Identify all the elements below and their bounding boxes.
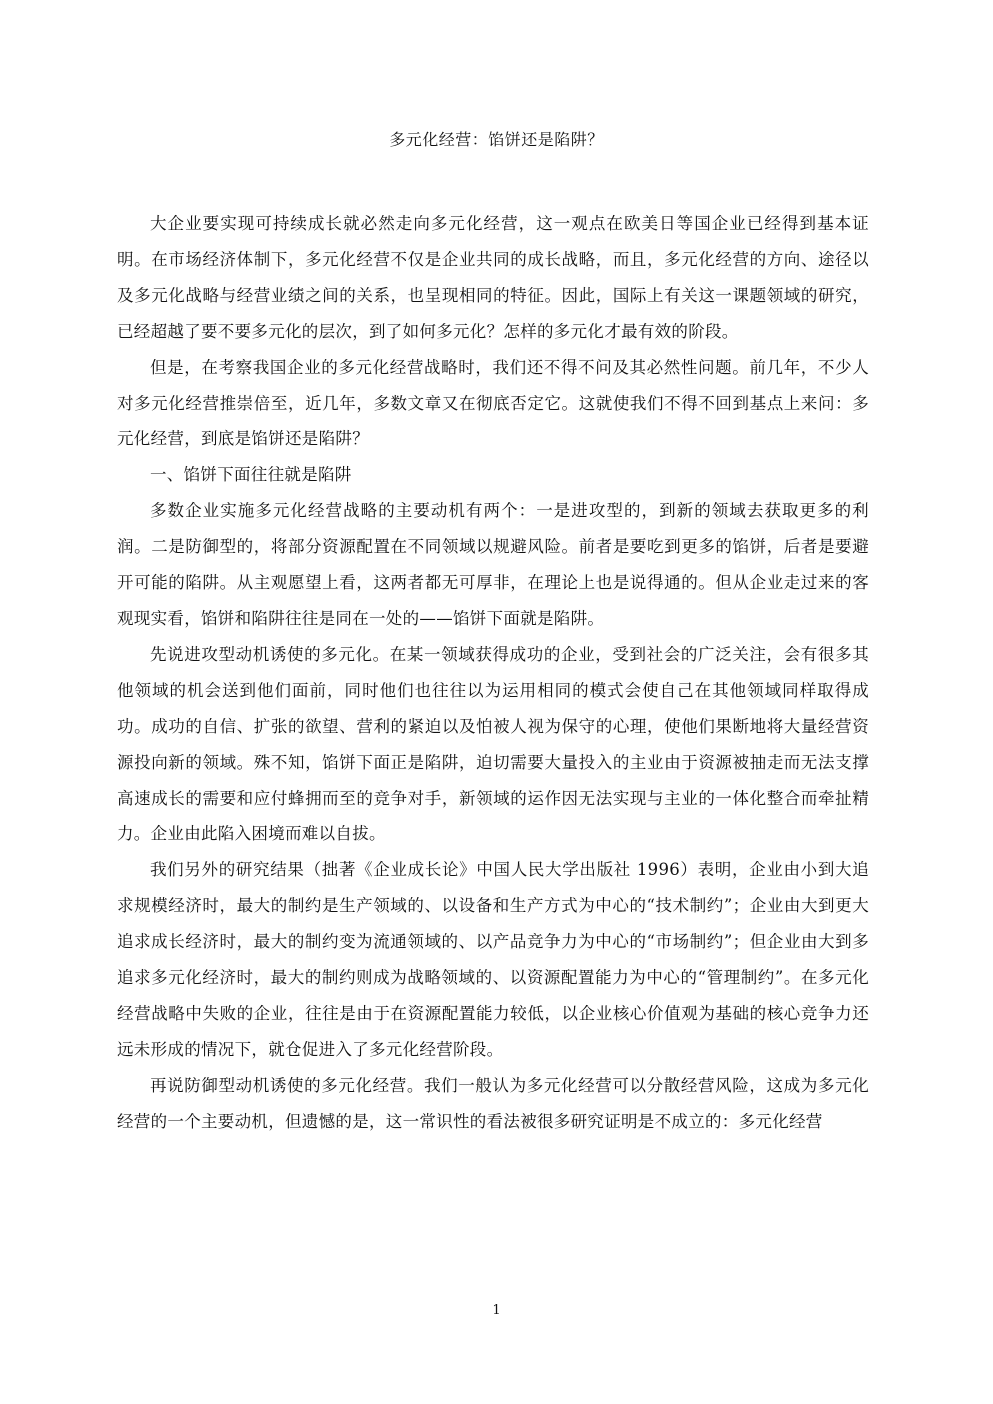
paragraph-defensive: 再说防御型动机诱使的多元化经营。我们一般认为多元化经营可以分散经营风险，这成为多元化经营的一个主要动机，但遗憾的是，这一常识性的看法被很多研究证明是不成立的：多元化经营 [117,1075,869,1131]
section-heading: 一、馅饼下面往往就是陷阱 [150,465,352,485]
document-title: 多元化经营：馅饼还是陷阱？ [389,130,604,149]
paragraph-offensive: 先说进攻型动机诱使的多元化。在某一领域获得成功的企业，受到社会的广泛关注，会有很多其他领域的机会送到他们面前，同时他们也往往以为运用相同的模式会使自己在其他领域同样取得成功。成功的自信、扩张的欲望、营利的紧迫以及怕被人视为保守的心理，使他们果断地将大量经营资源投向新的领域。殊不知，馅饼下面正是陷阱，迫切需要大量投入的主业由于资源被抽走而无法支撑高速成长的需要和应付蜂拥而至的竞争对手，新领域的运作因无法实现与主业的一体化整合而牵扯精力。企业由此陷入困境而难以自拔。 [117,644,869,844]
paragraph-question: 但是，在考察我国企业的多元化经营战略时，我们还不得不问及其必然性问题。前几年，不少人对多元化经营推崇倍至，近几年，多数文章又在彻底否定它。这就使我们不得不回到基点上来问：多元化经营，到底是馅饼还是陷阱？ [117,357,869,449]
page-number: 1 [492,1303,501,1318]
paragraph-research: 我们另外的研究结果（拙著《企业成长论》中国人民大学出版社 1996）表明，企业由小到大追求规模经济时，最大的制约是生产领域的、以设备和生产方式为中心的“技术制约”；企业由大到更大追求成长经济时，最大的制约变为流通领域的、以产品竞争力为中心的“市场制约”；但企业由大到多追求多元化经济时，最大的制约则成为战略领域的、以资源配置能力为中心的“管理制约”。在多元化经营战略中失败的企业，往往是由于在资源配置能力较低，以企业核心价值观为基础的核心竞争力还远未形成的情况下，就仓促进入了多元化经营阶段。 [117,860,869,1059]
document-body [117,206,869,1140]
paragraph-motives: 多数企业实施多元化经营战略的主要动机有两个：一是进攻型的，到新的领域去获取更多的利润。二是防御型的，将部分资源配置在不同领域以规避风险。前者是要吃到更多的馅饼，后者是要避开可能的陷阱。从主观愿望上看，这两者都无可厚非，在理论上也是说得通的。但从企业走过来的客观现实看，馅饼和陷阱往往是同在一处的——馅饼下面就是陷阱。 [117,501,869,628]
paragraph-intro: 大企业要实现可持续成长就必然走向多元化经营，这一观点在欧美日等国企业已经得到基本证明。在市场经济体制下，多元化经营不仅是企业共同的成长战略，而且，多元化经营的方向、途径以及多元化战略与经营业绩之间的关系，也呈现相同的特征。因此，国际上有关这一课题领域的研究，已经超越了要不要多元化的层次，到了如何多元化？怎样的多元化才最有效的阶段。 [117,214,869,341]
